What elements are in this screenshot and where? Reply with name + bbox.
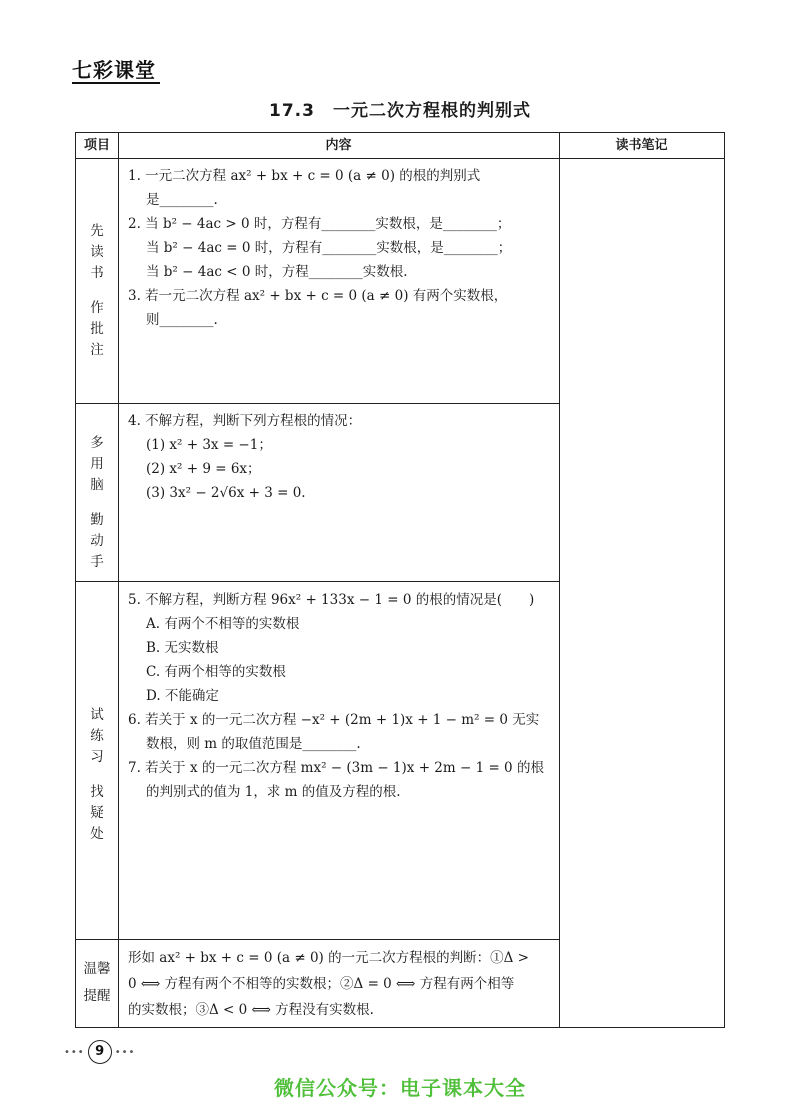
question-5-option: D. 不能确定 — [146, 688, 219, 704]
section-label-read: 先 读 书 作 批 注 — [90, 223, 104, 358]
page-title: 17.3 一元二次方程根的判别式 — [269, 101, 531, 121]
question-7-line: 的判别式的值为 1，求 m 的值及方程的根. — [146, 784, 401, 800]
question-5-option: B. 无实数根 — [146, 640, 219, 656]
question-3-line: 3. 若一元二次方程 ax² + bx + c = 0 (a ≠ 0) 有两个实数根， — [128, 288, 508, 304]
question-2-line: 当 b² − 4ac = 0 时，方程有________实数根，是________； — [146, 240, 512, 256]
question-2-line: 2. 当 b² − 4ac > 0 时，方程有________实数根，是________； — [128, 216, 511, 232]
section-think-content — [128, 409, 556, 505]
column-divider — [559, 133, 560, 1027]
tip-line: 形如 ax² + bx + c = 0 (a ≠ 0) 的一元二次方程根的判断：①Δ > — [128, 950, 529, 966]
worksheet-table — [75, 132, 725, 1028]
logo: 七彩课堂 — [72, 58, 156, 82]
header-notes: 读书笔记 — [615, 138, 668, 153]
header-content: 内容 — [325, 138, 352, 153]
question-5-line: 5. 不解方程，判断方程 96x² + 133x − 1 = 0 的根的情况是( ) — [128, 592, 535, 608]
section-read-content — [128, 164, 556, 332]
page-dots-left: ••• — [64, 1046, 85, 1058]
section-label-practice: 试 练 习 找 疑 处 — [90, 707, 104, 842]
question-2-line: 当 b² − 4ac < 0 时，方程________实数根. — [146, 264, 408, 280]
page-dots-right: ••• — [114, 1046, 136, 1058]
header-item: 项目 — [83, 138, 110, 153]
logo-underline — [72, 82, 160, 84]
tip-line: 的实数根；③Δ < 0 ⟺ 方程没有实数根. — [128, 1002, 374, 1018]
question-1-line: 1. 一元二次方程 ax² + bx + c = 0 (a ≠ 0) 的根的判别式 — [128, 168, 481, 184]
question-6-line: 数根，则 m 的取值范围是________. — [146, 736, 361, 752]
question-4-item: (3) 3x² − 2√6x + 3 = 0. — [146, 485, 306, 501]
section-label-think: 多 用 脑 勤 动 手 — [90, 435, 104, 570]
question-7-line: 7. 若关于 x 的一元二次方程 mx² − (3m − 1)x + 2m − 1 = 0 的根 — [128, 760, 544, 776]
question-3-blank: 则________. — [146, 312, 218, 328]
tip-line: 0 ⟺ 方程有两个不相等的实数根；②Δ = 0 ⟺ 方程有两个相等 — [128, 976, 515, 992]
section-label-tip: 温馨 提醒 — [83, 961, 111, 1004]
section-divider — [76, 581, 559, 582]
page-number-value: 9 — [88, 1040, 112, 1064]
column-divider — [118, 133, 119, 1027]
section-divider — [76, 403, 559, 404]
question-6-line: 6. 若关于 x 的一元二次方程 −x² + (2m + 1)x + 1 − m² = 0 无实 — [128, 712, 540, 728]
page-number — [64, 1040, 135, 1064]
question-5-option: A. 有两个不相等的实数根 — [146, 616, 300, 632]
header-divider — [76, 158, 724, 159]
question-4-item: (1) x² + 3x = −1； — [146, 437, 272, 453]
section-divider — [76, 939, 559, 940]
tip-content — [128, 945, 556, 1023]
section-practice-content — [128, 588, 556, 804]
question-4-line: 4. 不解方程，判断下列方程根的情况： — [128, 413, 362, 429]
question-5-option: C. 有两个相等的实数根 — [146, 664, 286, 680]
question-4-item: (2) x² + 9 = 6x； — [146, 461, 261, 477]
question-1-blank: 是________. — [146, 192, 218, 208]
watermark: 微信公众号：电子课本大全 — [274, 1076, 526, 1100]
